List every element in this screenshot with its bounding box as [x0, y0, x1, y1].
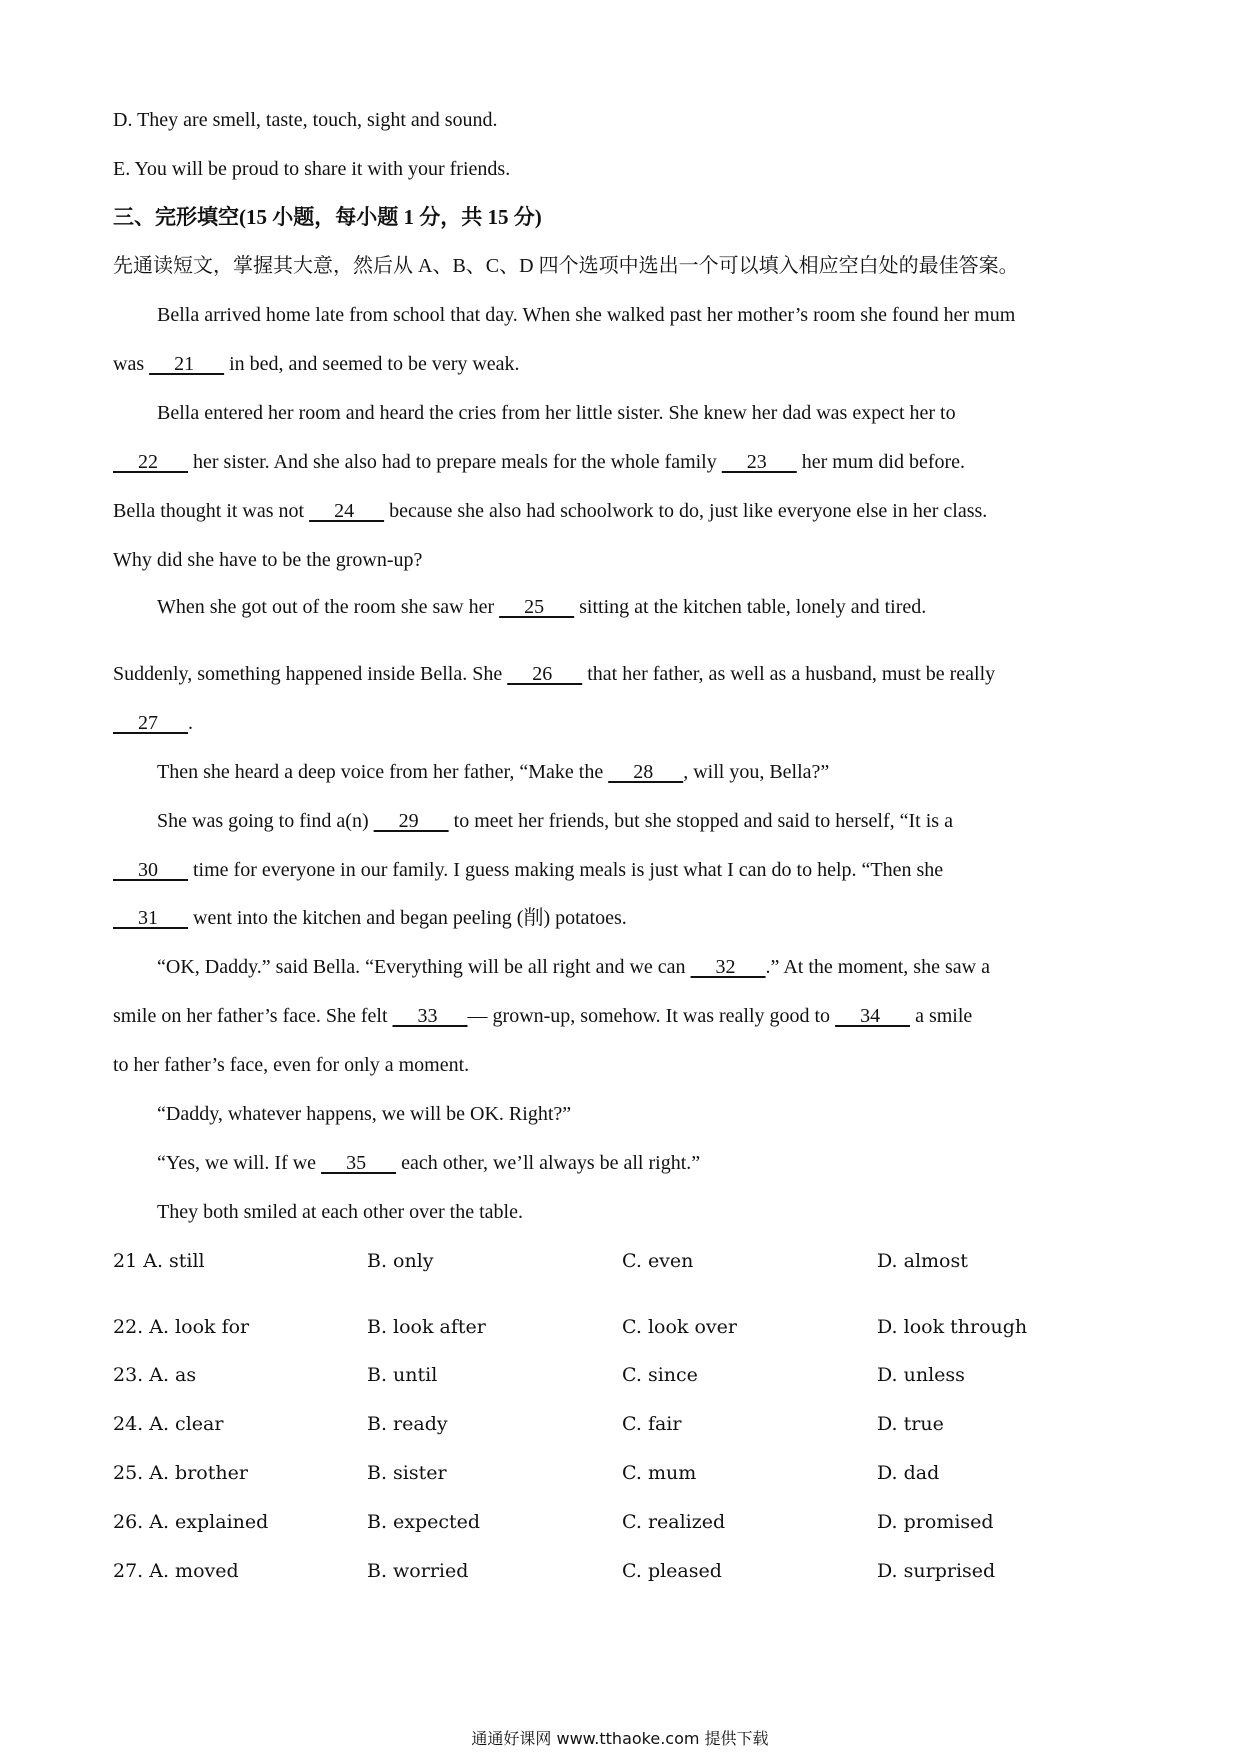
passage-text: Suddenly, something happened inside Bella. She: [113, 663, 508, 685]
blank-31: 31: [113, 907, 188, 929]
option-a: 25. A. brother: [113, 1462, 248, 1484]
blank-23: 23: [721, 451, 797, 473]
passage-text: in bed, and seemed to be very weak.: [224, 353, 520, 375]
blank-22: 22: [113, 451, 188, 473]
passage-line: [113, 662, 995, 686]
passage-text: Bella thought it was not: [113, 500, 310, 522]
passage-text: “Yes, we will. If we: [157, 1152, 322, 1174]
passage-text: “OK, Daddy.” said Bella. “Everything will be all right and we can: [157, 956, 691, 978]
option-d: D. almost: [877, 1250, 968, 1272]
option-a: 24. A. clear: [113, 1413, 224, 1435]
passage-text: When she got out of the room she saw her: [157, 596, 500, 618]
blank-26: 26: [507, 663, 583, 685]
passage-line: [113, 450, 965, 474]
passage-text: a smile: [910, 1005, 973, 1027]
option-d: D. unless: [877, 1364, 965, 1386]
footer-source: 通通好课网 www.tthaoke.com 提供下载: [471, 1729, 769, 1748]
passage-line: [157, 760, 829, 784]
passage-text: — grown-up, somehow. It was really good to: [467, 1005, 836, 1027]
option-d: D. true: [877, 1413, 944, 1435]
passage-line: “Daddy, whatever happens, we will be OK. Right?”: [157, 1103, 572, 1125]
passage-text: , will you, Bella?”: [683, 761, 830, 783]
passage-text: her mum did before.: [796, 451, 966, 473]
blank-28: 28: [608, 761, 684, 783]
passage-text: She was going to find a(n): [157, 810, 374, 832]
passage-text: time for everyone in our family. I guess making meals is just what I can do to help. “Then she: [188, 859, 944, 881]
passage-line: [113, 711, 193, 735]
passage-text: her sister. And she also had to prepare meals for the whole family: [188, 451, 722, 473]
section-heading: 三、完形填空(15 小题，每小题 1 分，共 15 分): [113, 205, 542, 229]
option-b: B. until: [367, 1364, 438, 1386]
blank-35: 35: [321, 1152, 397, 1174]
passage-text: Then she heard a deep voice from her father, “Make the: [157, 761, 609, 783]
passage-text: .” At the moment, she saw a: [765, 956, 990, 978]
passage-line: [157, 595, 926, 619]
option-c: C. mum: [622, 1462, 697, 1484]
blank-32: 32: [690, 956, 766, 978]
option-a: 22. A. look for: [113, 1316, 250, 1338]
option-c: C. look over: [622, 1316, 737, 1338]
option-b: B. sister: [367, 1462, 447, 1484]
passage-text: .: [188, 712, 193, 734]
passage-text: to meet her friends, but she stopped and said to herself, “It is a: [448, 810, 953, 832]
option-b: B. worried: [367, 1560, 469, 1582]
passage-line: [113, 499, 987, 523]
option-a: 21 A. still: [113, 1250, 205, 1272]
option-a: 23. A. as: [113, 1364, 197, 1386]
passage-text: smile on her father’s face. She felt: [113, 1005, 393, 1027]
passage-line: [113, 906, 627, 930]
option-b: B. ready: [367, 1413, 448, 1435]
option-b: B. only: [367, 1250, 434, 1272]
section-instruction: 先通读短文，掌握其大意，然后从 A、B、C、D 四个选项中选出一个可以填入相应空白处的最佳答案。: [113, 255, 1019, 277]
blank-29: 29: [373, 810, 449, 832]
option-d: D. dad: [877, 1462, 940, 1484]
blank-30: 30: [113, 859, 188, 881]
option-b: B. look after: [367, 1316, 486, 1338]
option-d: D. look through: [877, 1316, 1028, 1338]
choice-d-line: D. They are smell, taste, touch, sight and sound.: [113, 109, 498, 131]
passage-text: went into the kitchen and began peeling (削) potatoes.: [188, 907, 627, 929]
option-d: D. promised: [877, 1511, 994, 1533]
blank-21: 21: [149, 353, 225, 375]
passage-text: each other, we’ll always be all right.”: [396, 1152, 701, 1174]
option-a: 26. A. explained: [113, 1511, 269, 1533]
passage-line: [113, 1004, 972, 1028]
passage-line: to her father’s face, even for only a moment.: [113, 1054, 470, 1076]
option-c: C. pleased: [622, 1560, 722, 1582]
option-c: C. since: [622, 1364, 698, 1386]
passage-line: [113, 352, 520, 376]
option-a: 27. A. moved: [113, 1560, 239, 1582]
blank-33: 33: [392, 1005, 468, 1027]
passage-line: Bella arrived home late from school that day. When she walked past her mother’s room she found her mum: [157, 304, 1016, 326]
option-c: C. realized: [622, 1511, 726, 1533]
choice-e-line: E. You will be proud to share it with your friends.: [113, 158, 511, 180]
option-d: D. surprised: [877, 1560, 996, 1582]
passage-line: [157, 955, 990, 979]
option-c: C. fair: [622, 1413, 682, 1435]
blank-27: 27: [113, 712, 188, 734]
blank-24: 24: [309, 500, 385, 522]
passage-text: because she also had schoolwork to do, just like everyone else in her class.: [384, 500, 988, 522]
passage-line: [113, 858, 943, 882]
blank-34: 34: [835, 1005, 911, 1027]
passage-text: that her father, as well as a husband, must be really: [582, 663, 996, 685]
passage-line: Bella entered her room and heard the cries from her little sister. She knew her dad was expect her to: [157, 402, 956, 424]
blank-25: 25: [499, 596, 575, 618]
option-b: B. expected: [367, 1511, 481, 1533]
option-c: C. even: [622, 1250, 694, 1272]
passage-line: [157, 1151, 700, 1175]
passage-line: [157, 809, 953, 833]
passage-text: was: [113, 353, 150, 375]
passage-text: sitting at the kitchen table, lonely and tired.: [574, 596, 927, 618]
passage-line: They both smiled at each other over the table.: [157, 1201, 523, 1223]
passage-line: Why did she have to be the grown-up?: [113, 549, 423, 571]
